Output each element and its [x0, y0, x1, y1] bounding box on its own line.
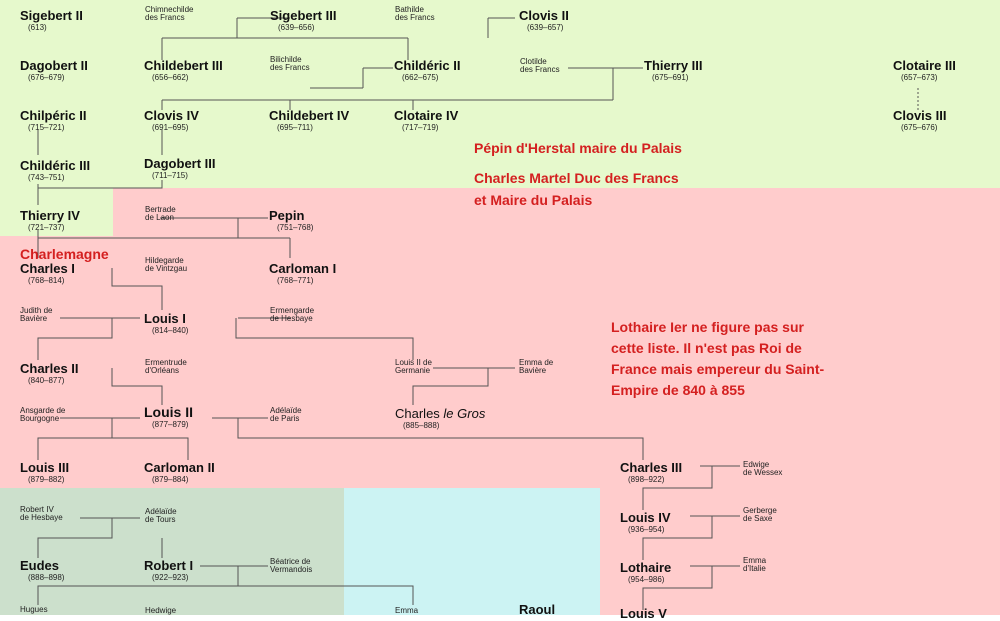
note-line: France mais empereur du Saint- [611, 361, 825, 377]
king-clovis-iii [893, 108, 946, 133]
king-name: Charles II [20, 361, 79, 376]
spouse-chimnechilde [145, 6, 193, 22]
spouse-beatrice [270, 558, 312, 574]
king-clovis-ii [519, 8, 569, 33]
king-name: Childéric II [394, 58, 461, 73]
king-thierry-iv [20, 208, 80, 233]
king-name: Clotaire IV [394, 108, 459, 123]
spouse-ansgarde [20, 407, 65, 423]
note-line: et Maire du Palais [474, 192, 593, 208]
king-name: Dagobert II [20, 58, 88, 73]
king-dates: (721–737) [28, 223, 65, 232]
king-louis-iv [620, 510, 671, 535]
king-clovis-iv [144, 108, 199, 133]
king-name: Thierry III [644, 58, 703, 73]
spouse-line: Germanie [395, 366, 431, 375]
spouse-louis-germanie [395, 359, 432, 375]
spouse-line: Edwige [743, 460, 770, 469]
spouse-line: Judith de [20, 306, 53, 315]
spouse-emma-baviere [519, 359, 553, 375]
king-name: Dagobert III [144, 156, 216, 171]
king-dates: (613) [28, 23, 47, 32]
spouse-line: Robert IV [20, 505, 54, 514]
spouse-line: Clotilde [520, 57, 547, 66]
king-louis-i [144, 311, 188, 336]
king-sigebert-ii [20, 8, 83, 33]
king-dates: (695–711) [277, 123, 313, 132]
king-dates: (717–719) [402, 123, 439, 132]
spouse-line: de Hesbaye [270, 314, 313, 323]
king-dates: (768–814) [28, 276, 65, 285]
king-dates: (639–656) [278, 23, 315, 32]
king-dates: (743–751) [28, 173, 65, 182]
king-name: Carloman I [269, 261, 337, 276]
king-dates: (711–715) [152, 171, 188, 180]
king-name: Robert I [144, 558, 194, 573]
spouse-clotilde [520, 58, 560, 74]
spouse-line: Béatrice de [270, 557, 311, 566]
king-dates: (691–695) [152, 123, 189, 132]
spouse-line: de Tours [145, 515, 176, 524]
spouse-line: de Wessex [743, 468, 783, 477]
spouse-line: de Saxe [743, 514, 773, 523]
king-dates: (656–662) [152, 73, 189, 82]
spouse-emma-italie [743, 557, 766, 573]
king-dates: (879–884) [152, 475, 189, 484]
spouse-adelaide-paris [270, 407, 302, 423]
king-chilperic-ii [20, 108, 86, 133]
king-dates: (885–888) [403, 421, 440, 430]
spouse-ermengarde [270, 307, 314, 323]
spouse-bertrade [145, 206, 176, 222]
king-dagobert-ii [20, 58, 88, 83]
king-name: Clovis III [893, 108, 947, 123]
spouse-line: d'Orléans [145, 366, 179, 375]
king-dates: (840–877) [28, 376, 65, 385]
king-name: Chilpéric II [20, 108, 87, 123]
king-thierry-iii [644, 58, 703, 83]
spouse-adelaide-tours [145, 508, 177, 524]
spouse-line: Emma de [519, 358, 554, 367]
king-pepin [269, 208, 313, 233]
king-name-text: Charles [395, 406, 440, 421]
spouse-line: de Hesbaye [20, 513, 63, 522]
spouse-line: Emma [743, 556, 767, 565]
king-dates: (922–923) [152, 573, 189, 582]
king-dates: (676–679) [28, 73, 65, 82]
spouse-line: Bertrade [145, 205, 176, 214]
king-name: Louis I [144, 311, 186, 326]
note-line: Lothaire Ier ne figure pas sur [611, 319, 804, 335]
king-dates: (657–673) [901, 73, 938, 82]
king-name [395, 406, 485, 421]
king-louis-ii [144, 405, 193, 430]
king-dates: (675–691) [652, 73, 689, 82]
king-dates: (639–657) [527, 23, 564, 32]
spouse-line: d'Italie [743, 564, 766, 573]
spouse-edwige [743, 461, 782, 477]
king-name: Eudes [20, 558, 60, 573]
king-carloman-ii [144, 460, 215, 485]
king-dates: (877–879) [152, 420, 189, 429]
king-charles-iii [620, 460, 682, 485]
spouse-robert-iv [20, 506, 63, 522]
king-carloman-i [269, 261, 336, 286]
king-name: Pepin [269, 208, 305, 223]
king-dates: (879–882) [28, 475, 65, 484]
king-charles-le-gros [395, 406, 485, 431]
king-childeric-iii [20, 158, 90, 183]
spouse-line: de Paris [270, 414, 300, 423]
king-name: Sigebert III [270, 8, 337, 23]
king-dates: (751–768) [277, 223, 314, 232]
spouse-line: Hedwige [145, 606, 177, 615]
pepin-herstal-note [474, 137, 682, 159]
spouse-hugues [20, 606, 48, 614]
king-dates: (768–771) [277, 276, 314, 285]
king-louis-v [620, 606, 667, 621]
spouse-line: Bilichilde [270, 55, 302, 64]
king-dates: (936–954) [628, 525, 665, 534]
spouse-bilichilde [270, 56, 310, 72]
spouse-line: Bavière [20, 314, 48, 323]
king-robert-i [144, 558, 193, 583]
king-name: Clotaire III [893, 58, 956, 73]
spouse-line: Bathilde [395, 5, 424, 14]
king-name: Thierry IV [20, 208, 80, 223]
spouse-line: Ansgarde de [20, 406, 66, 415]
king-name: Louis V [620, 606, 667, 621]
spouse-line: Bavière [519, 366, 547, 375]
spouse-line: Adélaïde [270, 406, 302, 415]
spouse-line: Louis II de [395, 358, 432, 367]
king-childebert-iii [144, 58, 223, 83]
king-dates: (662–675) [402, 73, 439, 82]
spouse-hedwige [145, 607, 176, 615]
king-louis-iii [20, 460, 69, 485]
king-name: Louis II [144, 404, 193, 420]
king-childeric-ii [394, 58, 460, 83]
spouse-line: de Laon [145, 213, 174, 222]
spouse-line: Vermandois [270, 565, 313, 574]
spouse-line: Bourgogne [20, 414, 60, 423]
lothaire-i-note [611, 317, 824, 401]
spouse-hildegarde [145, 257, 187, 273]
spouse-line: des Francs [270, 63, 310, 72]
spouse-bathilde [395, 6, 435, 22]
king-dates: (888–898) [28, 573, 65, 582]
note-line: Pépin d'Herstal maire du Palais [474, 140, 682, 156]
spouse-line: des Francs [520, 65, 560, 74]
spouse-line: Hildegarde [145, 256, 184, 265]
charles-martel-note [474, 167, 679, 211]
spouse-line: Ermengarde [270, 306, 315, 315]
king-dates: (715–721) [28, 123, 65, 132]
spouse-line: Ermentrude [145, 358, 187, 367]
spouse-line: Gerberge [743, 506, 777, 515]
spouse-gerberge [743, 507, 777, 523]
spouse-line: de Vintzgau [145, 264, 188, 273]
king-name: Childebert IV [269, 108, 350, 123]
spouse-line: des Francs [395, 13, 435, 22]
king-name: Louis III [20, 460, 70, 475]
king-name: Raoul [519, 602, 556, 617]
note-line: Empire de 840 à 855 [611, 382, 745, 398]
king-childebert-iv [269, 108, 349, 133]
king-dates: (814–840) [152, 326, 189, 335]
note-line: Charles Martel Duc des Francs [474, 170, 679, 186]
spouse-line: Adélaïde [145, 507, 177, 516]
king-name: Charles I [20, 261, 75, 276]
spouse-line: Emma [395, 606, 419, 615]
king-name: Charles III [620, 460, 683, 475]
king-eudes [20, 558, 64, 583]
king-dates: (675–676) [901, 123, 938, 132]
king-dates: (898–922) [628, 475, 665, 484]
spouse-emma [395, 607, 418, 615]
spouse-ermentrude [145, 359, 187, 375]
king-epithet: le Gros [443, 406, 486, 421]
king-sigebert-iii [270, 8, 336, 33]
king-dates: (954–986) [628, 575, 665, 584]
king-name: Sigebert II [20, 8, 83, 23]
king-name: Lothaire [620, 560, 672, 575]
king-clotaire-iii [893, 58, 956, 83]
charlemagne-label: Charlemagne [20, 246, 109, 262]
spouse-line: Chimnechilde [145, 5, 194, 14]
spouse-judith [20, 307, 52, 323]
king-name: Clovis IV [144, 108, 199, 123]
king-clotaire-iv [394, 108, 458, 133]
king-name: Childebert III [144, 58, 223, 73]
king-name: Clovis II [519, 8, 569, 23]
king-lothaire [620, 560, 671, 585]
spouse-line: Hugues [20, 605, 48, 614]
king-dagobert-iii [144, 156, 216, 181]
king-name: Carloman II [144, 460, 215, 475]
spouse-line: des Francs [145, 13, 185, 22]
king-name: Louis IV [620, 510, 671, 525]
king-charles-ii [20, 361, 79, 386]
king-name: Childéric III [20, 158, 91, 173]
note-line: cette liste. Il n'est pas Roi de [611, 340, 802, 356]
king-charles-i [20, 261, 75, 286]
